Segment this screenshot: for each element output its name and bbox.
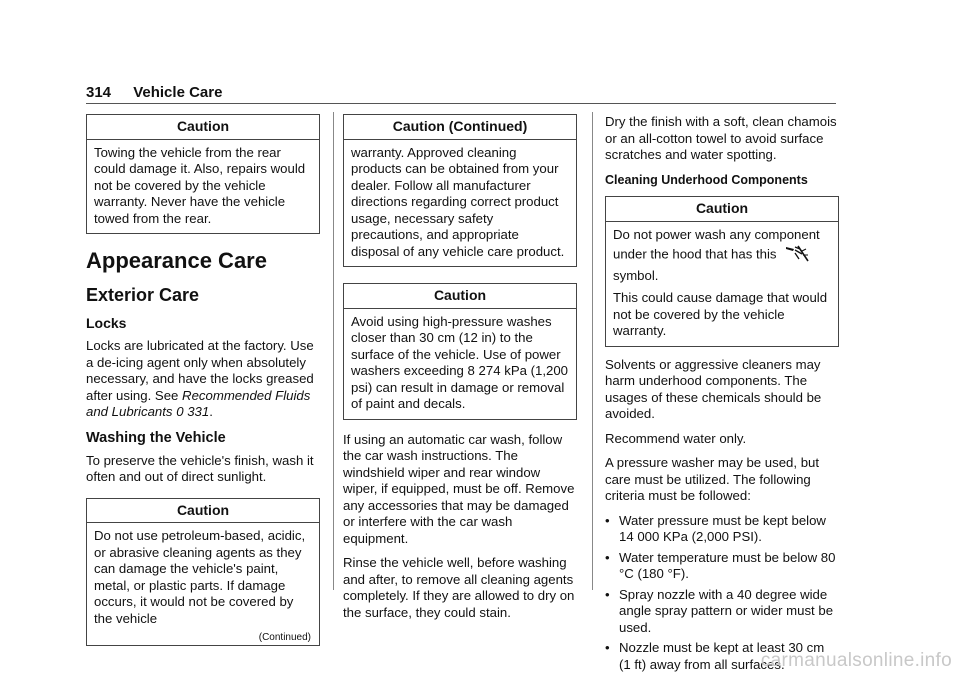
caution-title: Caution — [606, 197, 838, 222]
locks-reference-page[interactable]: 331 — [187, 404, 210, 419]
list-item-text: Water pressure must be kept below 14 000 KPa (2,000 PSI). — [619, 512, 826, 544]
dry-finish-paragraph: Dry the finish with a soft, clean chamois or an all-cotton towel to avoid surface scratches and water spotting. — [605, 114, 837, 162]
list-item — [605, 513, 839, 546]
section-title: Vehicle Care — [133, 84, 223, 101]
caution-text-part: Do not power wash any component under the hood that has this — [613, 226, 820, 262]
bullet-icon: • — [605, 512, 610, 528]
page-number: 314 — [86, 84, 112, 101]
solvents-paragraph: Solvents or aggressive cleaners may harm underhood components. The usages of these chemicals should be avoided. — [605, 356, 822, 421]
criteria-list — [605, 513, 839, 674]
caution-text-part: symbol. — [613, 267, 659, 283]
caution-box-continued — [343, 114, 577, 267]
list-item — [605, 587, 839, 637]
caution-text: warranty. Approved cleaning products can be obtained from your dealer. Follow all manufacturer directions regarding correct product usage, necessary safety precautions, and appropriate disposal of any vehicle care product. — [351, 144, 565, 259]
column-divider-2 — [592, 112, 593, 590]
caution-text: Towing the vehicle from the rear could damage it. Also, repairs would not be covered by the vehicle warranty. Never have the vehicle towed from the rear. — [94, 144, 306, 226]
header-rule — [86, 103, 836, 104]
bullet-icon: • — [605, 549, 610, 565]
locks-paragraph — [86, 338, 320, 421]
caution-title: Caution — [344, 284, 576, 309]
list-item-text: Spray nozzle with a 40 degree wide angle spray pattern or wider must be used. — [619, 586, 834, 635]
caution-title: Caution — [87, 499, 319, 524]
heading-appearance-care: Appearance Care — [86, 248, 267, 273]
caution-text: Do not use petroleum-based, acidic, or abrasive cleaning agents as they can damage the vehicle's paint, metal, or plastic parts. If damage occurs, it would not be covered by the vehicle — [94, 528, 306, 626]
caution-box-high-pressure — [343, 283, 577, 420]
locks-reference-link[interactable]: Recommended Fluids and Lubricants — [86, 387, 311, 419]
caution-title: Caution — [87, 115, 319, 140]
washing-paragraph: To preserve the vehicle's finish, wash it often and out of direct sunlight. — [86, 452, 314, 484]
heading-locks: Locks — [86, 315, 127, 331]
watermark: carmanualsonline.info — [760, 650, 952, 671]
pressure-washer-paragraph: A pressure washer may be used, but care must be utilized. The following criteria must be followed: — [605, 455, 820, 503]
list-item-text: Water temperature must be below 80 °C (180 °F). — [619, 549, 836, 581]
continued-label: (Continued) — [258, 632, 311, 643]
caution-text — [613, 227, 830, 285]
column-3 — [605, 114, 839, 677]
bullet-icon: • — [605, 640, 610, 655]
page-header — [86, 84, 222, 101]
page-ref-arrow-icon: 0 — [176, 404, 184, 419]
car-wash-paragraph: If using an automatic car wash, follow the car wash instructions. The windshield wiper and rear window wiper, if equipped, must be off. Remove any accessories that may be damaged or interfere with the car wash equipment. — [343, 431, 575, 546]
column-1 — [86, 114, 320, 646]
column-divider-1 — [333, 112, 334, 590]
caution-text: Avoid using high-pressure washes closer than 30 cm (12 in) to the surface of the vehicle. Use of power washers exceeding 8 274 kPa (1,200 psi) can result in damage or removal of paint and decals. — [351, 313, 569, 411]
list-item-text: Nozzle must be kept at least 30 cm (1 ft) away from all surfaces. — [619, 640, 825, 672]
list-item — [605, 550, 839, 583]
caution-box-underhood — [605, 196, 839, 347]
bullet-icon: • — [605, 586, 610, 602]
locks-text: Locks are lubricated at the factory. Use a de-icing agent only when absolutely necessary, and have the locks greased after using. See — [86, 338, 314, 403]
caution-text: This could cause damage that would not be covered by the vehicle warranty. — [613, 290, 828, 338]
locks-ref-period: . — [209, 404, 213, 419]
heading-exterior-care: Exterior Care — [86, 285, 200, 305]
heading-cleaning-underhood: Cleaning Underhood Components — [605, 172, 808, 187]
water-only-paragraph: Recommend water only. — [605, 430, 747, 446]
no-power-wash-icon — [784, 243, 810, 268]
caution-title: Caution (Continued) — [344, 115, 576, 140]
heading-washing-the-vehicle: Washing the Vehicle — [86, 429, 226, 446]
caution-box-towing — [86, 114, 320, 234]
column-2 — [343, 114, 577, 629]
caution-box-cleaning-agents — [86, 498, 320, 647]
rinse-paragraph: Rinse the vehicle well, before washing and after, to remove all cleaning agents completely. If they are allowed to dry on the surface, they could stain. — [343, 555, 575, 620]
